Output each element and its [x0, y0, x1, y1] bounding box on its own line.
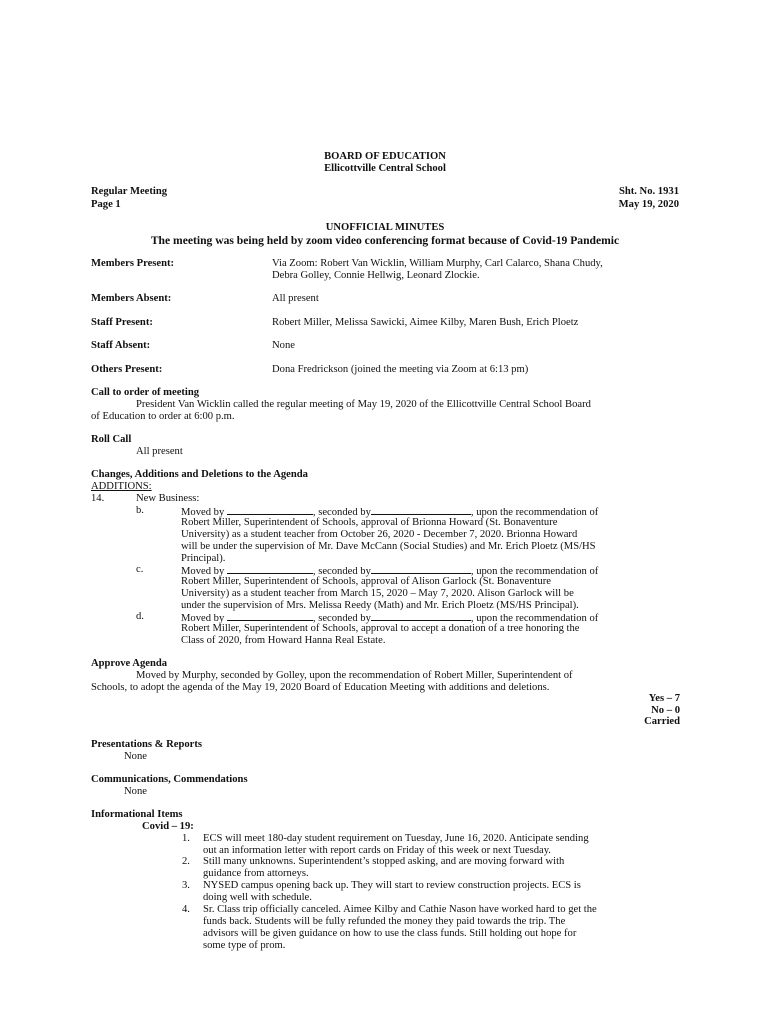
staff-present-value: Robert Miller, Melissa Sawicki, Aimee Kilby, Maren Bush, Erich Ploetz	[272, 317, 579, 328]
info-item-3-line1: NYSED campus opening back up. They will start to review construction projects. ECS is	[203, 880, 581, 891]
members-absent-label: Members Absent:	[91, 293, 172, 304]
approve-agenda-heading: Approve Agenda	[91, 658, 168, 669]
moved-by-blank	[227, 505, 313, 515]
covid-subheading: Covid – 19:	[142, 821, 194, 832]
roll-call-text: All present	[136, 446, 183, 457]
members-absent-value: All present	[272, 293, 319, 304]
info-item-1-number: 1.	[182, 833, 190, 844]
item-number: 14.	[91, 493, 105, 504]
others-present-value: Dona Fredrickson (joined the meeting via Zoom at 6:13 pm)	[272, 364, 529, 375]
call-to-order-line1: President Van Wicklin called the regular meeting of May 19, 2020 of the Ellicottville Central School Board	[136, 399, 591, 410]
seconded-by-label: , seconded by	[312, 507, 371, 518]
item-c-letter: c.	[136, 564, 144, 575]
communications-text: None	[124, 786, 147, 797]
item-b-line3: University) as a student teacher from October 26, 2020 - December 7, 2020. Brionna Howard	[181, 529, 578, 540]
seconded-by-blank	[371, 611, 471, 621]
item-title: New Business:	[136, 493, 200, 504]
item-c-line2: Robert Miller, Superintendent of Schools, approval of Alison Garlock (St. Bonaventure	[181, 576, 551, 587]
info-item-2-line2: guidance from attorneys.	[203, 868, 309, 879]
recommendation-label: , upon the recommendation of	[470, 507, 599, 518]
approve-agenda-line2: Schools, to adopt the agenda of the May 19, 2020 Board of Education Meeting with additions and deletions.	[91, 682, 550, 693]
info-item-4-line1: Sr. Class trip officially canceled. Aimee Kilby and Cathie Nason have worked hard to get the	[203, 904, 597, 915]
others-present-label: Others Present:	[91, 364, 163, 375]
members-present-line1: Via Zoom: Robert Van Wicklin, William Murphy, Carl Calarco, Shana Chudy,	[272, 258, 603, 269]
item-b-line4: will be under the supervision of Mr. Dave McCann (Social Studies) and Mr. Erich Ploetz (MS/HS	[181, 541, 596, 552]
approve-agenda-line1: Moved by Murphy, seconded by Golley, upon the recommendation of Robert Miller, Superintendent of	[136, 670, 573, 681]
school-name: Ellicottville Central School	[324, 163, 446, 174]
item-d-line3: Class of 2020, from Howard Hanna Real Estate.	[181, 635, 386, 646]
page-number: Page 1	[91, 199, 121, 210]
info-item-4-line3: advisors will be given guidance on how to use the class funds. Still holding out hope for	[203, 928, 577, 939]
moved-by-blank	[227, 611, 313, 621]
zoom-note: The meeting was being held by zoom video conferencing format because of Covid-19 Pandemic	[150, 234, 620, 247]
vote-no: No – 0	[651, 705, 680, 716]
recommendation-label: , upon the recommendation of	[470, 566, 599, 577]
informational-heading: Informational Items	[91, 809, 183, 820]
recommendation-label: , upon the recommendation of	[470, 613, 599, 624]
item-b-letter: b.	[136, 505, 144, 516]
presentations-text: None	[124, 751, 147, 762]
info-item-3-line2: doing well with schedule.	[203, 892, 312, 903]
roll-call-heading: Roll Call	[91, 434, 132, 445]
communications-heading: Communications, Commendations	[91, 774, 248, 785]
seconded-by-label: , seconded by	[312, 613, 371, 624]
changes-heading: Changes, Additions and Deletions to the Agenda	[91, 469, 308, 480]
info-item-4-line4: some type of prom.	[203, 940, 286, 951]
call-to-order-line2: of Education to order at 6:00 p.m.	[91, 411, 235, 422]
meeting-date: May 19, 2020	[618, 199, 679, 210]
moved-by-label: Moved by	[181, 566, 225, 577]
info-item-4-line2: funds back. Students will be fully refunded the money they paid towards the trip. The	[203, 916, 566, 927]
info-item-1-line1: ECS will meet 180-day student requirement on Tuesday, June 16, 2020. Anticipate sending	[203, 833, 589, 844]
item-b-line2: Robert Miller, Superintendent of Schools, approval of Brionna Howard (St. Bonaventure	[181, 517, 558, 528]
sheet-number: Sht. No. 1931	[618, 186, 679, 197]
call-to-order-heading: Call to order of meeting	[91, 387, 200, 398]
info-item-2-number: 2.	[182, 856, 190, 867]
members-present-label: Members Present:	[91, 258, 175, 269]
moved-by-blank	[227, 564, 313, 574]
info-item-4-number: 4.	[182, 904, 190, 915]
seconded-by-blank	[371, 505, 471, 515]
staff-absent-value: None	[272, 340, 295, 351]
item-c-line3: University) as a student teacher from March 15, 2020 – May 7, 2020. Alison Garlock will be	[181, 588, 574, 599]
item-d-line2: Robert Miller, Superintendent of Schools, approval to accept a donation of a tree honoring the	[181, 623, 580, 634]
staff-absent-label: Staff Absent:	[91, 340, 151, 351]
item-d-letter: d.	[136, 611, 144, 622]
additions-label: ADDITIONS:	[91, 481, 152, 492]
item-c-line4: under the supervision of Mrs. Melissa Reedy (Math) and Mr. Erich Ploetz (MS/HS Principal).	[181, 600, 579, 611]
info-item-3-number: 3.	[182, 880, 190, 891]
vote-yes: Yes – 7	[648, 693, 680, 704]
members-present-line2: Debra Golley, Connie Hellwig, Leonard Zlockie.	[272, 270, 480, 281]
item-b-line5: Principal).	[181, 553, 226, 564]
moved-by-label: Moved by	[181, 613, 225, 624]
vote-result: Carried	[644, 716, 680, 727]
moved-by-label: Moved by	[181, 507, 225, 518]
presentations-heading: Presentations & Reports	[91, 739, 203, 750]
seconded-by-blank	[371, 564, 471, 574]
doc-title: UNOFFICIAL MINUTES	[325, 222, 445, 233]
info-item-1-line2: out an information letter with report cards on Friday of this week or next Tuesday.	[203, 845, 551, 856]
info-item-2-line1: Still many unknowns. Superintendent’s stopped asking, and are moving forward with	[203, 856, 565, 867]
staff-present-label: Staff Present:	[91, 317, 153, 328]
org-title: BOARD OF EDUCATION	[324, 151, 446, 162]
seconded-by-label: , seconded by	[312, 566, 371, 577]
meeting-type: Regular Meeting	[91, 186, 168, 197]
